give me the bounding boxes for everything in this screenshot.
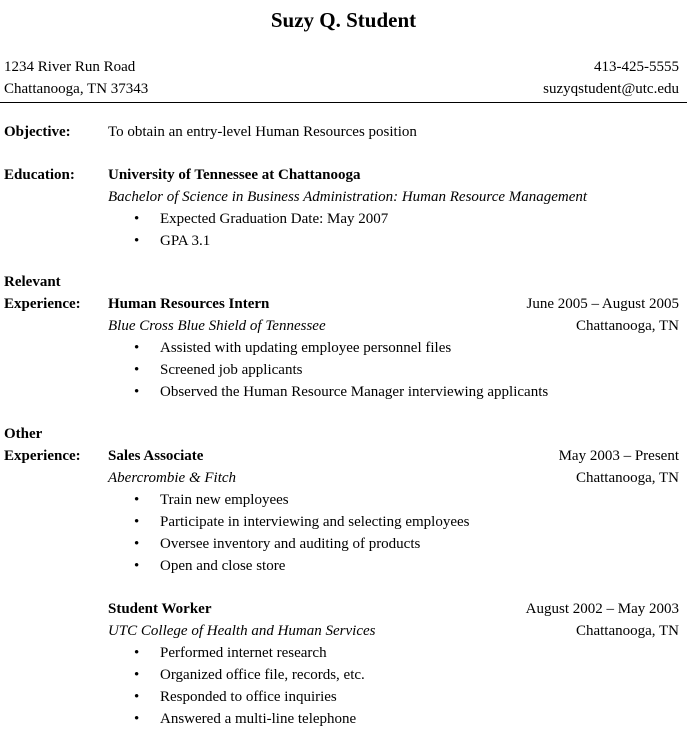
job-location: Chattanooga, TN — [575, 470, 679, 486]
email: suzyqstudent@utc.edu — [543, 81, 679, 97]
job-title: Student Worker — [108, 601, 212, 617]
education-content — [108, 164, 679, 252]
list-item: • GPA 3.1 — [108, 230, 679, 252]
education-degree-line — [108, 186, 679, 208]
job-dates: August 2002 – May 2003 — [525, 601, 679, 617]
list-item: • Responded to office inquiries — [108, 686, 679, 708]
job-org-line — [108, 315, 679, 337]
contact-block — [4, 56, 679, 100]
job-org-line — [108, 467, 679, 489]
resume-name: Suzy Q. Student — [270, 8, 417, 32]
objective-label: Objective: — [4, 124, 71, 140]
job-bullets — [108, 489, 679, 577]
job-org-line — [108, 620, 679, 642]
header-divider — [0, 102, 687, 103]
job-org: UTC College of Health and Human Services — [108, 623, 376, 639]
other-experience-label — [4, 423, 108, 467]
relevant-label-line2: Experience: — [4, 296, 81, 312]
list-item: • Open and close store — [108, 555, 679, 577]
other-label-line1: Other — [4, 426, 43, 442]
job-dates: June 2005 – August 2005 — [526, 296, 679, 312]
job-title-line — [108, 293, 679, 315]
objective-content — [108, 121, 679, 143]
other-experience-content — [108, 445, 679, 577]
job-title: Sales Associate — [108, 448, 204, 464]
job-title-line — [108, 445, 679, 467]
relevant-experience-content — [108, 293, 679, 403]
education-school-line — [108, 164, 679, 186]
list-item: • Performed internet research — [108, 642, 679, 664]
list-item: • Train new employees — [108, 489, 679, 511]
list-item: • Participate in interviewing and selecting employees — [108, 511, 679, 533]
job-location: Chattanooga, TN — [575, 623, 679, 639]
job-org: Blue Cross Blue Shield of Tennessee — [108, 318, 326, 334]
objective-text: To obtain an entry-level Human Resources position — [108, 124, 417, 140]
other-label-line2: Experience: — [4, 448, 81, 464]
objective-line — [108, 121, 679, 143]
job-location: Chattanooga, TN — [575, 318, 679, 334]
address-line2: Chattanooga, TN 37343 — [4, 81, 149, 97]
relevant-experience-label — [4, 271, 108, 315]
address-line1: 1234 River Run Road — [4, 59, 136, 75]
education-label: Education: — [4, 167, 75, 183]
phone: 413-425-5555 — [594, 59, 679, 75]
education-degree: Bachelor of Science in Business Administration: Human Resource Management — [108, 189, 588, 205]
list-item: • Observed the Human Resource Manager interviewing applicants — [108, 381, 679, 403]
student-worker-content — [108, 598, 679, 730]
list-item: • Organized office file, records, etc. — [108, 664, 679, 686]
education-school: University of Tennessee at Chattanooga — [108, 167, 361, 183]
contact-row-1 — [4, 56, 679, 78]
list-item: • Oversee inventory and auditing of products — [108, 533, 679, 555]
education-bullets — [108, 208, 679, 252]
job-title: Human Resources Intern — [108, 296, 270, 312]
job-dates: May 2003 – Present — [558, 448, 679, 464]
job-org: Abercrombie & Fitch — [108, 470, 237, 486]
job-bullets — [108, 337, 679, 403]
list-item: • Answered a multi-line telephone — [108, 708, 679, 730]
relevant-label-line1: Relevant — [4, 274, 61, 290]
list-item: • Expected Graduation Date: May 2007 — [108, 208, 679, 230]
job-bullets — [108, 642, 679, 730]
list-item: • Assisted with updating employee personnel files — [108, 337, 679, 359]
list-item: • Screened job applicants — [108, 359, 679, 381]
job-title-line — [108, 598, 679, 620]
contact-row-2 — [4, 78, 679, 100]
